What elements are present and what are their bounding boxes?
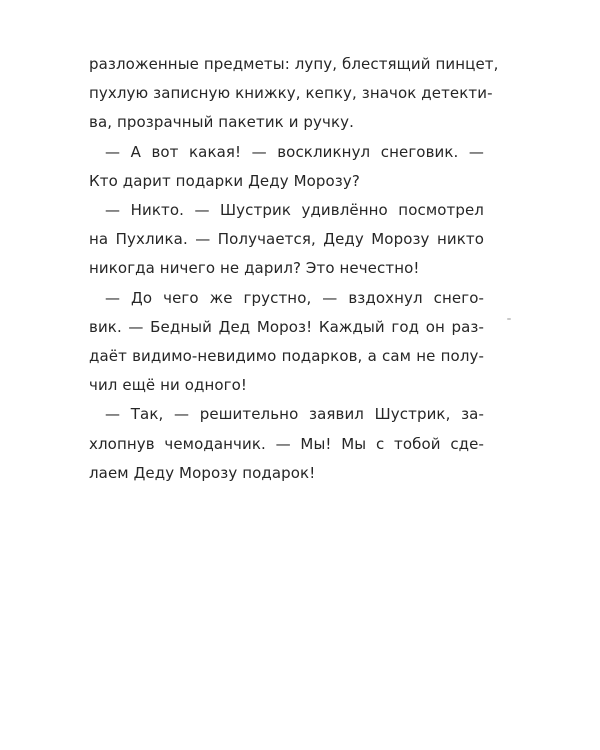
text-line: хлопнув чемоданчик. — Мы! Мы с тобой сде- <box>89 434 484 453</box>
text-line: никогда ничего не дарил? Это нечестно! <box>89 259 420 278</box>
text-line: лаем Деду Морозу подарок! <box>89 463 316 482</box>
paper-speck <box>507 318 511 320</box>
text-line: пухлую записную книжку, кепку, значок детекти- <box>89 84 493 103</box>
text-line: даёт видимо-невидимо подарков, а сам не полу- <box>89 347 484 366</box>
text-line: вик. — Бедный Дед Мороз! Каждый год он раз- <box>89 317 484 336</box>
text-line: — До чего же грустно, — вздохнул снего- <box>105 288 484 307</box>
text-line: ва, прозрачный пакетик и ручку. <box>89 113 354 132</box>
text-line: чил ещё ни одного! <box>89 376 248 395</box>
text-line: разложенные предметы: лупу, блестящий пинцет, <box>89 55 499 73</box>
text-line: — Никто. — Шустрик удивлённо посмотрел <box>105 201 484 220</box>
text-line: — Так, — решительно заявил Шустрик, за- <box>105 405 484 424</box>
text-line: на Пухлика. — Получается, Деду Морозу никто <box>89 230 484 249</box>
story-text <box>89 50 499 488</box>
text-line: — А вот какая! — воскликнул снеговик. — <box>105 142 484 161</box>
text-line: Кто дарит подарки Деду Морозу? <box>89 171 360 190</box>
